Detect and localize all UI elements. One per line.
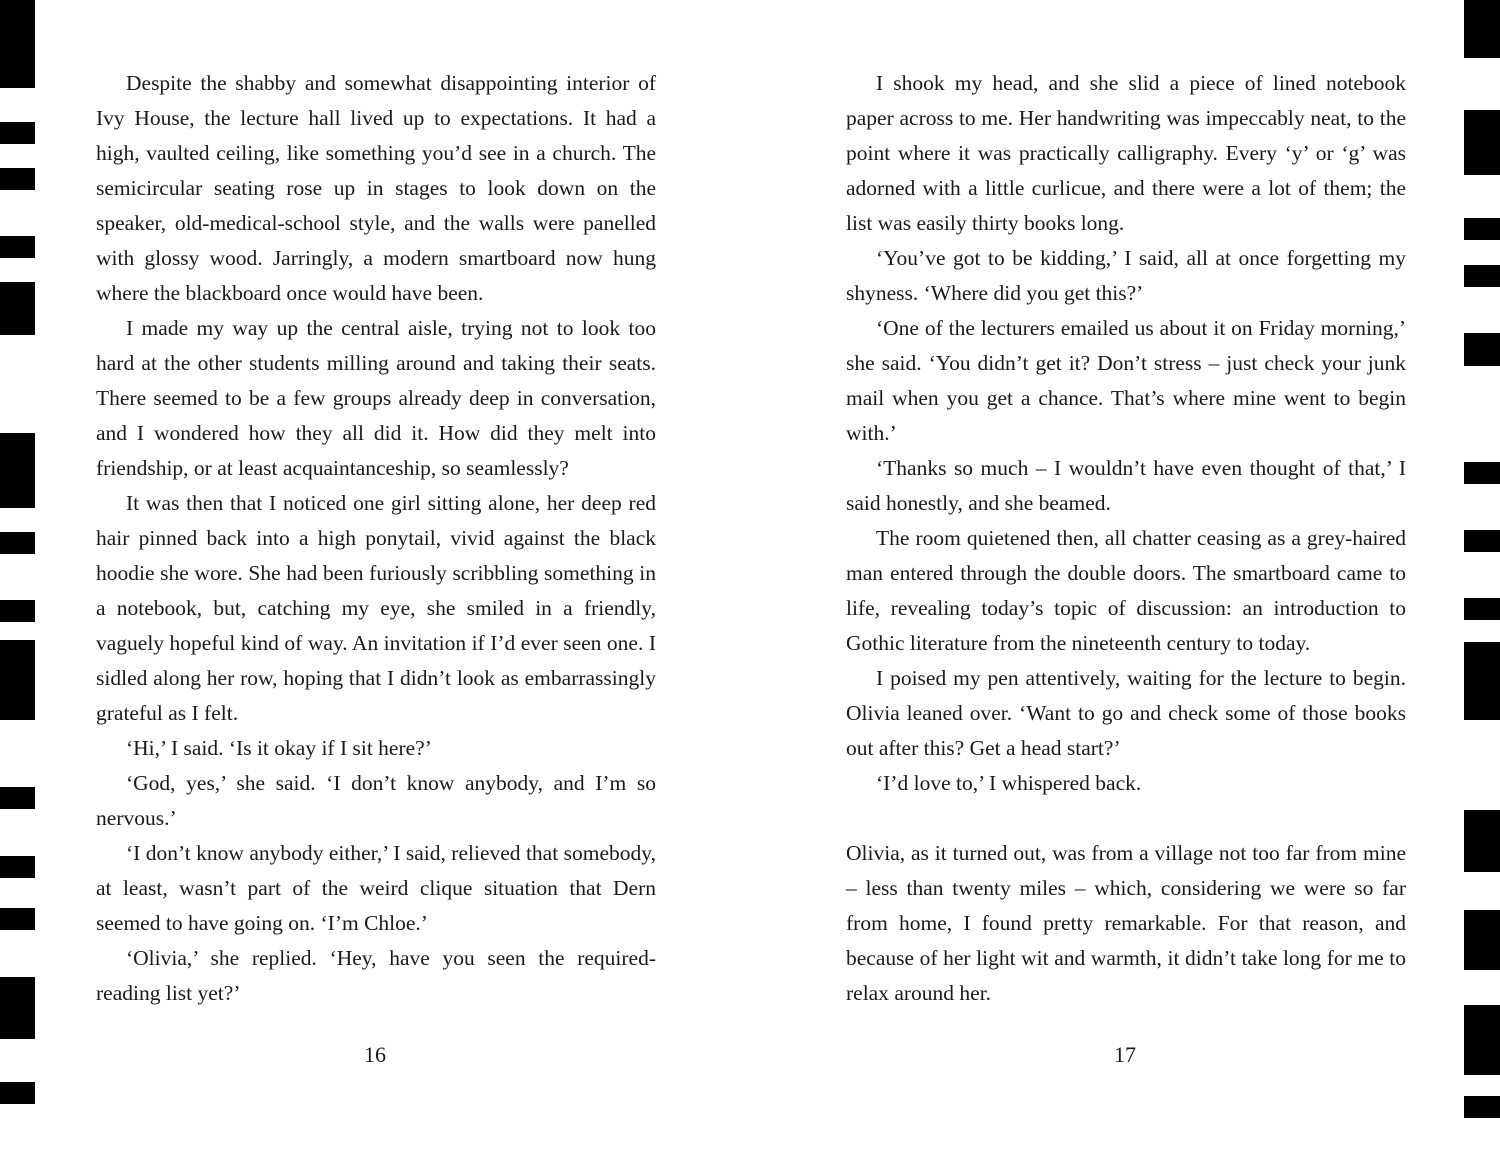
edge-mark <box>0 1082 35 1104</box>
page-number-right: 17 <box>1114 1042 1136 1067</box>
page-number-left: 16 <box>364 1042 386 1067</box>
edge-mark <box>0 0 35 88</box>
paragraph: ‘Hi,’ I said. ‘Is it okay if I sit here?’ <box>126 736 432 760</box>
paragraph: I shook my head, and she slid a piece of lined notebook paper across to me. Her handwriting was impeccably neat, to the point where it was practically calligraphy. Every ‘y’ or ‘g’ was adorned with a little curlicue, and there were a lot of them; the list was easily thirty books long. <box>846 71 1406 235</box>
edge-mark <box>0 600 35 622</box>
right-page-text <box>846 66 1406 1011</box>
edge-mark <box>0 236 35 258</box>
paragraph: I poised my pen attentively, waiting for the lecture to begin. Olivia leaned over. ‘Want to go and check some of those books out after this? Get a head start?’ <box>846 666 1406 760</box>
paragraph: The room quietened then, all chatter ceasing as a grey-haired man entered through the double doors. The smartboard came to life, revealing today’s topic of discussion: an introduction to Gothic literature from the nineteenth century to today. <box>846 526 1406 655</box>
edge-mark <box>1464 0 1500 58</box>
paragraph: ‘I don’t know anybody either,’ I said, relieved that somebody, at least, wasn’t part of the weird clique situation that Dern seemed to have going on. ‘I’m Chloe.’ <box>96 841 656 935</box>
edge-mark <box>0 532 35 554</box>
edge-mark <box>1464 642 1500 720</box>
edge-mark <box>0 122 35 144</box>
edge-mark <box>1464 265 1500 287</box>
paragraph: ‘Olivia,’ she replied. ‘Hey, have you seen the required-reading list yet?’ <box>96 946 656 1005</box>
edge-mark <box>0 282 35 335</box>
edge-mark <box>0 640 35 720</box>
paragraph: ‘You’ve got to be kidding,’ I said, all at once forgetting my shyness. ‘Where did you get this?’ <box>846 246 1406 305</box>
edge-mark <box>0 856 35 878</box>
section-break <box>846 801 1406 836</box>
edge-mark <box>0 908 35 930</box>
edge-mark <box>1464 910 1500 970</box>
paragraph: It was then that I noticed one girl sitting alone, her deep red hair pinned back into a high ponytail, vivid against the black hoodie she wore. She had been furiously scribbling something in a notebook, but, catching my eye, she smiled in a friendly, vaguely hopeful kind of way. An invitation if I’d ever seen one. I sidled along her row, hoping that I didn’t look as embarrassingly grateful as I felt. <box>96 491 656 725</box>
section-opening-paragraph: Olivia, as it turned out, was from a village not too far from mine – less than twenty miles – which, considering we were so far from home, I found pretty remarkable. For that reason, and because of her light wit and warmth, it didn’t take long for me to relax around her. <box>846 841 1406 1005</box>
paragraph: ‘I’d love to,’ I whispered back. <box>876 771 1142 795</box>
edge-mark <box>1464 110 1500 175</box>
edge-mark <box>1464 218 1500 240</box>
edge-mark <box>1464 1096 1500 1118</box>
paragraph: I made my way up the central aisle, trying not to look too hard at the other students milling around and taking their seats. There seemed to be a few groups already deep in conversation, and I wondered how they all did it. How did they melt into friendship, or at least acquaintanceship, so seamlessly? <box>96 316 656 480</box>
edge-mark <box>0 433 35 508</box>
left-page-text <box>96 66 656 1011</box>
paragraph: Despite the shabby and somewhat disappointing interior of Ivy House, the lecture hall lived up to expectations. It had a high, vaulted ceiling, like something you’d see in a church. The semicircular seating rose up in stages to look down on the speaker, old-medical-school style, and the walls were panelled with glossy wood. Jarringly, a modern smartboard now hung where the blackboard once would have been. <box>96 71 656 305</box>
edge-mark <box>1464 598 1500 620</box>
edge-mark <box>0 977 35 1039</box>
edge-mark <box>1464 530 1500 552</box>
edge-mark <box>1464 462 1500 484</box>
paragraph: ‘God, yes,’ she said. ‘I don’t know anybody, and I’m so nervous.’ <box>96 771 656 830</box>
paragraph: ‘Thanks so much – I wouldn’t have even thought of that,’ I said honestly, and she beamed. <box>846 456 1406 515</box>
paragraph: ‘One of the lecturers emailed us about it on Friday morning,’ she said. ‘You didn’t get it? Don’t stress – just check your junk mail when you get a chance. That’s where mine went to begin with.’ <box>846 316 1406 445</box>
edge-mark <box>1464 333 1500 366</box>
edge-mark <box>0 168 35 190</box>
edge-mark <box>1464 810 1500 872</box>
edge-mark <box>1464 1005 1500 1075</box>
edge-mark <box>0 787 35 809</box>
